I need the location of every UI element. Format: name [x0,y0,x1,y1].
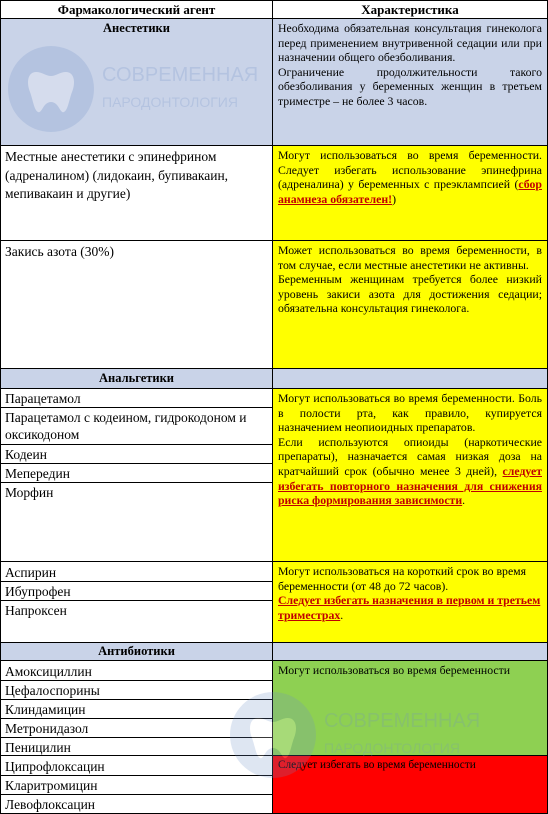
nitrous-oxide-description [273,241,548,369]
anesthetics-description [273,19,548,146]
watermark-top-line2: ПАРОДОНТОЛОГИЯ [102,94,238,110]
nsaids-warning: Следует избегать назначения в первом и третьем триместрах [278,593,541,622]
section-anesthetics: Анестетики [0,19,273,146]
drug-paracetamol-codeine: Парацетамол с кодеином, гидрокодоном и оксикодоном [0,408,273,445]
drug-penicillin: Пеницилин [0,738,273,756]
nitrous-desc-p2: Беременным женщинам требуется более низкий уровень закиси азота для достижения седации; обязательна консультация гинеколога. [278,272,542,316]
section-antibiotics-right [273,643,548,661]
agent-nitrous-oxide: Закись азота (30%) [0,241,273,369]
section-analgesics: Анальгетики [0,369,273,389]
agent-local-anesthetics: Местные анестетики с эпинефрином (адреналином) (лидокаин, бупивакаин, мепивакаин и другие) [0,146,273,241]
drug-amoxicillin: Амоксициллин [0,661,273,681]
section-antibiotics: Антибиотики [0,643,273,661]
drug-metronidazole: Метронидазол [0,719,273,738]
drug-cephalosporins: Цефалоспорины [0,681,273,700]
opioids-warning: следует избегать повторного назначения для снижения риска формирования зависимости [278,463,542,508]
drug-meperidine: Мепередин [0,464,273,483]
drug-paracetamol: Парацетамол [0,389,273,408]
anesthetics-desc-p1: Необходима обязательная консультация гинеколога перед применением внутривенной седации или при назначении общего обезболивания. [278,21,542,65]
antibiotics-allowed-desc: Могут использоваться во время беременности [278,663,511,677]
header-characteristic: Характеристика [273,0,548,19]
drug-ciprofloxacin: Ципрофлоксацин [0,756,273,776]
opioids-desc-p2: Если используются опиоиды (наркотические препараты), назначается самая низкая доза на кратчайший срок (обычно менее 3 дней), следует избегать повторного назначения для снижения риска формирования зависимости. [278,434,542,508]
opioids-description [273,389,548,562]
drug-morphine: Морфин [0,483,273,562]
local-anesthetics-warning: сбор анамнеза обязателен! [278,177,542,206]
antibiotics-avoid-description [273,756,548,814]
drug-clindamycin: Клиндамицин [0,700,273,719]
drug-aspirin: Аспирин [0,562,273,582]
antibiotics-allowed-description [273,661,548,756]
anesthetics-desc-p2: Ограничение продолжительности такого обезболивания у беременных женщин в третьем триместре – не более 3 часов. [278,64,542,108]
local-anesthetics-description [273,146,548,241]
drug-ibuprofen: Ибупрофен [0,582,273,601]
drug-codeine: Кодеин [0,445,273,464]
antibiotics-avoid-desc: Следует избегать во время беременности [278,759,476,771]
nsaids-desc-p1: Могут использоваться на короткий срок во время беременности (от 48 до 72 часов). [278,564,527,593]
drug-levofloxacin: Левофлоксацин [0,795,273,814]
drug-clarithromycin: Кларитромицин [0,776,273,795]
section-analgesics-right [273,369,548,389]
watermark-bottom-line2: ПАРОДОНТОЛОГИЯ [324,740,460,756]
drug-naproxen: Напроксен [0,601,273,643]
nsaids-desc-p2: Следует избегать назначения в первом и третьем триместрах. [278,593,541,622]
nitrous-desc-p1: Может использоваться во время беременности, в том случае, если местные анестетики не активны. [278,243,542,272]
nsaids-description [273,562,548,643]
watermark-top-line1: СОВРЕМЕННАЯ [102,64,259,86]
header-agent: Фармакологический агент [0,0,273,19]
watermark-bottom-line1: СОВРЕМЕННАЯ [324,710,481,732]
opioids-desc-p1: Могут использоваться во время беременности. Боль в полости рта, как правило, купируется назначением неопиоидных препаратов. [278,391,542,435]
local-anesthetics-desc: Могут использоваться во время беременности. Следует избегать использование эпинефрина (адреналина) у беременных с преэклампсией (сбор анамнеза обязателен!) [278,148,542,206]
